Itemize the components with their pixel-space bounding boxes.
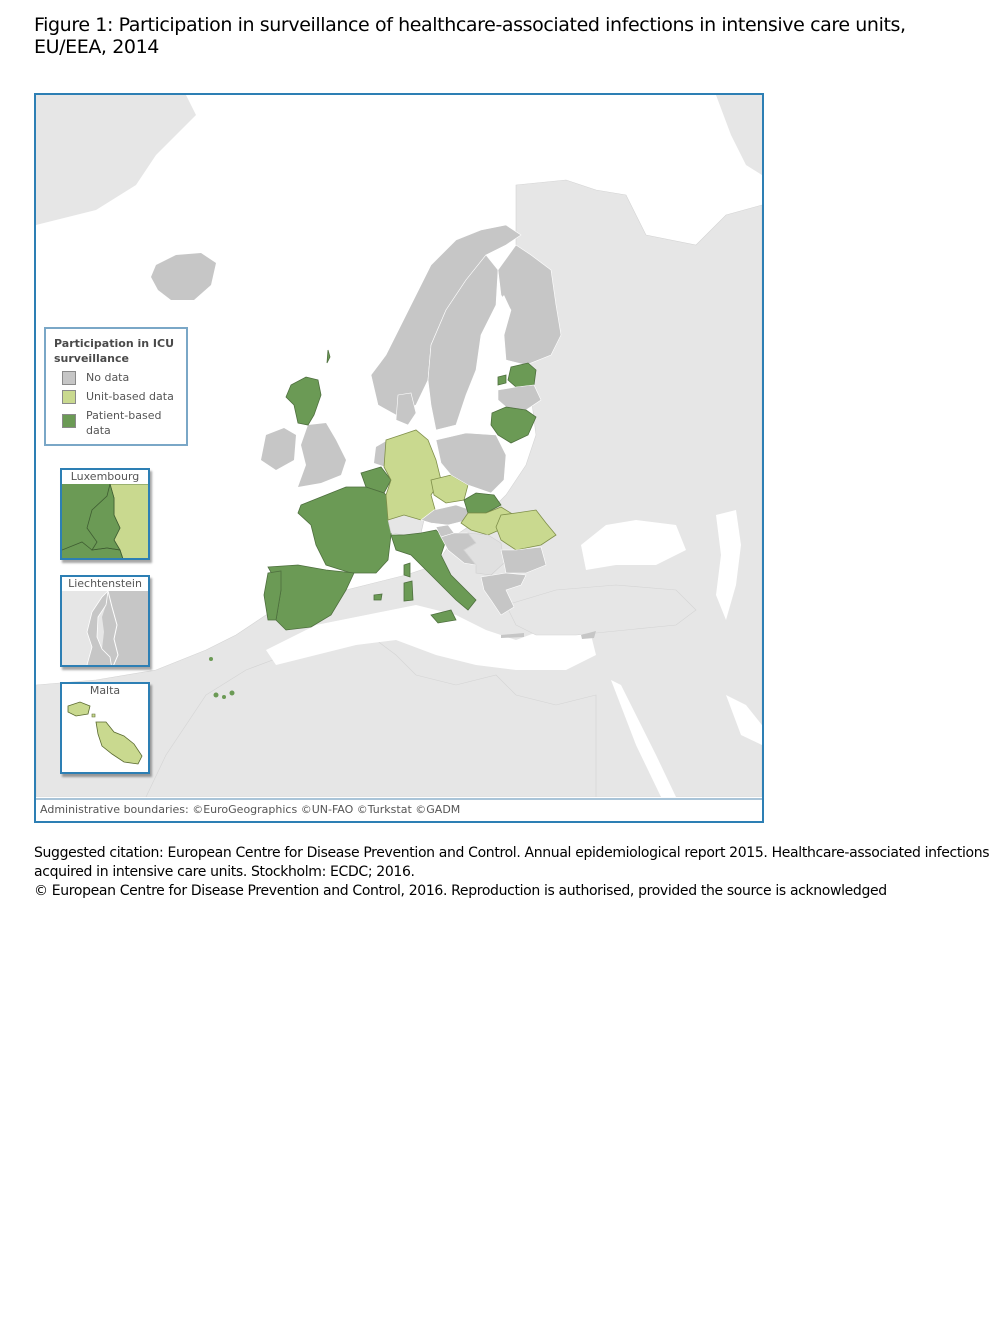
legend-item-patient-based	[54, 408, 178, 438]
legend-label: Patient-based data	[86, 409, 162, 437]
inset-luxembourg	[60, 468, 150, 560]
map-legend	[44, 327, 188, 446]
map-attribution: Administrative boundaries: ©EuroGeographics ©UN-FAO ©Turkstat ©GADM	[36, 798, 762, 821]
swatch-unit-based	[62, 390, 76, 404]
swatch-no-data	[62, 371, 76, 385]
canary-islands	[214, 693, 219, 698]
balearics	[374, 594, 382, 600]
inset-liechtenstein	[60, 575, 150, 667]
corsica	[404, 563, 410, 577]
map-frame	[34, 93, 764, 823]
saaremaa	[498, 375, 506, 385]
figure-title: Figure 1: Participation in surveillance of healthcare-associated infections in intensive care units, EU/EEA, 2014	[34, 14, 906, 58]
inset-label: Malta	[62, 684, 148, 698]
inset-label: Luxembourg	[62, 470, 148, 484]
sardinia	[404, 581, 413, 601]
legend-item-no-data	[54, 370, 178, 385]
legend-item-unit-based	[54, 389, 178, 404]
estonia	[508, 363, 536, 387]
citation-suggested: Suggested citation: European Centre for Disease Prevention and Control. Annual epidemiological report 2015. Healthcare-associated infections acquired in intensive care units. Stockholm: ECDC; 2016.	[34, 845, 990, 880]
swatch-patient-based	[62, 414, 76, 428]
citation	[34, 844, 994, 901]
legend-title: Participation in ICU surveillance	[54, 337, 175, 365]
legend-label: No data	[86, 371, 130, 384]
inset-label: Liechtenstein	[62, 577, 148, 591]
madeira	[209, 657, 213, 661]
citation-copyright: © European Centre for Disease Prevention and Control, 2016. Reproduction is authorised, provided the source is acknowledged	[34, 883, 887, 899]
legend-label: Unit-based data	[86, 390, 174, 403]
inset-malta	[60, 682, 150, 774]
